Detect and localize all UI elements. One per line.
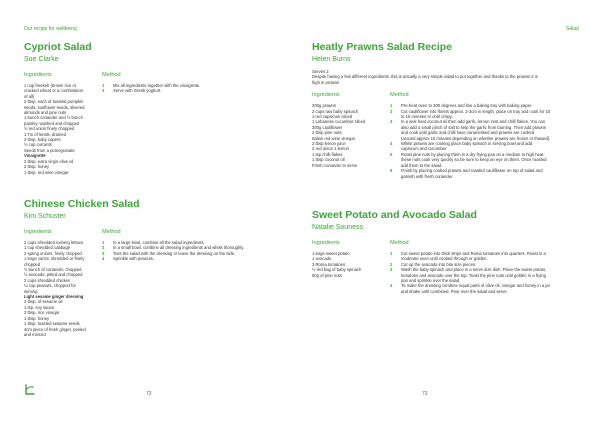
recipe-author: Natalie Souness [312, 224, 363, 231]
ingredients-list [312, 103, 365, 168]
ingredient-line: 3 tbsp. of sesame oil [24, 299, 63, 305]
ingredients-heading: Ingredients [312, 240, 340, 246]
ingredients-heading: Ingredients [24, 229, 52, 235]
recipe-author: Helen Burns [312, 56, 351, 63]
ingredient-line: 4cm piece of fresh ginger, peeled [24, 326, 86, 332]
step-number: 4 [390, 141, 393, 147]
step-text-line: garnish with fresh coriander. [401, 173, 454, 179]
step-text-line: Cut up the avocado into bite size pieces. [401, 261, 477, 267]
step-text-line: tomatoes and avocado over the top. Toast the pine nuts until golden in a frying [401, 272, 546, 278]
step-text-line: Wash the baby spinach and place in a serve size dish. Place the sweet potato, [401, 267, 547, 273]
ingredient-line: 1 bunch coriander and ½ bunch [24, 115, 83, 121]
method-step [390, 168, 550, 179]
step-text-line: Sprinkle with peanuts. [113, 256, 154, 262]
ingredient-line: 2 tbsp. each of toasted pumpkin [24, 99, 84, 105]
recipe-columns [312, 239, 582, 299]
ingredient-line: 2 tbsp. baby capers [24, 137, 61, 143]
ingredient-line: 2 tbsp lemon juice [312, 141, 346, 147]
ingredient-line: 1 tbsp coconut oil [312, 157, 345, 163]
step-text-line: Serve with Greek yoghurt. [113, 88, 162, 94]
step-number: 2 [390, 108, 393, 114]
ingredient-line: of all) [24, 93, 35, 99]
recipe-author: Kim Schuster [24, 213, 66, 220]
recipe-columns [24, 228, 284, 368]
recipe-chinese-chicken-salad [24, 198, 284, 368]
ingredients-column [24, 228, 86, 337]
step-text-line: these nuts cook very quickly so be sure to keep an eye on them. Once roasted [401, 157, 547, 163]
method-heading: Method [102, 229, 121, 235]
step-text-line: to 15 minutes or until crispy. [401, 114, 453, 120]
method-heading: Method [390, 240, 409, 246]
step-text-line: Cut cauliflower into florets approx. 2-3cm in length, place on tray and cook for 10 [401, 108, 551, 114]
recipe-title: Heatly Prawns Salad Recipe [312, 41, 453, 53]
step-text-line: capsicum and cucumber. [401, 146, 448, 152]
recipe-heatly-prawns-salad [312, 41, 582, 211]
step-text-line: pan and sprinkle over the salad. [401, 278, 461, 284]
ingredient-line: 2 red onion 1 lemon [312, 146, 350, 152]
ingredient-line: serving [24, 288, 38, 294]
ingredient-line: almonds and pine nuts [24, 110, 67, 116]
ingredient-line: 1 tsp chilli flakes [312, 151, 343, 157]
intro-line: high in protein! [312, 79, 340, 85]
ingredient-line: 1 tsp. soy sauce [24, 304, 55, 310]
step-number: 2 [390, 261, 393, 267]
ingredient-line: 2 tbsp. rice vinegar [24, 310, 60, 316]
recipe-sweet-potato-avocado-salad [312, 209, 582, 299]
step-text-line: In a wok heat coconut oil then add garlic, lemon zest and chilli flakes. You can [401, 119, 546, 125]
recipe-columns [24, 71, 284, 199]
step-number: 4 [390, 283, 393, 289]
ingredient-line: 1 tbsp. red wine vinegar [24, 169, 69, 175]
ingredient-line: cracked wheat or a combination [24, 88, 84, 94]
method-steps [390, 103, 550, 179]
step-number: 1 [390, 103, 393, 109]
ingredient-line: 1 red capsicum sliced [312, 114, 353, 120]
method-column [390, 91, 550, 179]
step-text-line: Roast pine nuts by placing them in a dry frying pan on a medium to high heat. [401, 151, 545, 157]
ingredient-line: 1 cup freekeh (brown rice or [24, 83, 77, 88]
ingredient-line: 1 cup shredded cabbage [24, 245, 71, 251]
step-number: 2 [102, 245, 105, 251]
page-header-right: Salad [566, 26, 579, 32]
step-number: 1 [102, 83, 105, 88]
ingredient-line: 2 cups shredded iceberg lettuce [24, 240, 84, 245]
ingredient-line: ¼ cup peanuts, chopped for [24, 283, 76, 289]
step-text-line: Pre-heat oven to 200 degrees and line a baking tray with baking paper. [401, 103, 533, 109]
method-step [102, 256, 244, 261]
step-text-line: Mix all ingredients together with the vinaigrette. [113, 83, 201, 88]
step-text-line: Cut sweet potato into thick strips and Roma tomatoes into quarters. Roast in a [401, 251, 546, 256]
ingredient-line: Seeds from a pomegranate [24, 147, 75, 153]
method-column [102, 71, 200, 94]
ingredient-line: 2 cups raw baby spinach [312, 108, 359, 114]
ingredient-line: 1 large sweet potato [312, 251, 350, 256]
step-text-line: Finish by placing cooked prawns and roasted cauliflower on top of salad and [401, 168, 543, 174]
method-column [390, 239, 550, 294]
recipe-title: Cypriot Salad [24, 41, 92, 53]
step-number: 2 [102, 88, 105, 94]
method-step [102, 88, 200, 93]
step-text-line: Toss the salad with the dressing or leave the dressing on the side. [113, 250, 236, 256]
step-text-line: Whilst prawns are cooking place baby spinach in serving bowl and add [401, 141, 533, 147]
method-heading: Method [390, 92, 409, 99]
intro-line: Despite having a few different ingredients, this is actually a very simple salad to put together and thanks to the prawns it is [312, 74, 538, 80]
step-number: 4 [102, 256, 105, 262]
ingredient-line: 2 spring onions, finely chopped [24, 250, 82, 256]
ingredient-line: ½ avocado, pitted and chopped [24, 272, 83, 278]
method-step [390, 267, 550, 283]
ingredient-line: ½ red onion finely chopped [24, 126, 75, 132]
step-text-line: also add a small pinch of salt to help the garlic from burning. Then add prawns [401, 124, 546, 130]
recipe-cypriot-salad [24, 41, 284, 199]
ingredient-line: parsley, washed and chopped [24, 120, 80, 126]
page-header-left: Our recipe for wellbeing [24, 26, 77, 32]
ingredient-line: Italian red wine vinegar [312, 135, 356, 141]
method-step [390, 152, 550, 168]
step-number: 3 [102, 250, 105, 256]
step-number: 3 [390, 119, 393, 125]
recipe-intro [312, 69, 582, 85]
recipe-author: Sue Clarke [24, 56, 59, 63]
step-number: 1 [390, 251, 393, 256]
method-step [390, 251, 550, 262]
recipe-columns [312, 91, 582, 211]
ingredient-line: ½ red bag of baby spinach [312, 267, 362, 273]
ingredient-line: 1 tbsp. toasted sesame seeds [24, 321, 80, 327]
ingredients-column [312, 91, 365, 168]
ingredient-line: Vinaigrette [24, 153, 46, 159]
ingredient-line: 1 Tin of lentils, drained [24, 131, 66, 137]
method-steps [390, 251, 550, 294]
ingredients-list [24, 83, 85, 175]
step-text-line: moderate oven until cooked through or golden. [401, 256, 488, 262]
ingredient-line: 300g cauliflower [312, 124, 343, 130]
ingredients-heading: Ingredients [312, 92, 340, 99]
method-steps [102, 83, 200, 94]
page-number-right: 73 [422, 391, 428, 397]
method-heading: Method [102, 72, 121, 78]
ingredients-heading: Ingredients [24, 72, 52, 78]
intro-line: Serves 2 [312, 69, 329, 74]
step-text-line: (around approx 10 minutes depending on whether prawns are frozen or thawed). [401, 135, 551, 141]
step-text-line: and shake until combined. Pour over the salad and serve. [401, 288, 508, 294]
ingredient-line: Light sesame ginger dressing [24, 294, 84, 300]
step-text-line: In a large bowl, combine all the salad ingredients. [113, 240, 205, 245]
method-steps [102, 240, 244, 262]
ingredient-line: seeds, sunflower seeds, slivered [24, 104, 85, 110]
ingredients-list [312, 251, 361, 278]
recipe-title: Sweet Potato and Avocado Salad [312, 209, 477, 221]
step-text-line: In a small bowl, combine all dressing ingredients and whisk thoroughly. [113, 245, 245, 251]
step-number: 6 [390, 168, 393, 174]
ingredients-list [24, 240, 86, 337]
method-step [390, 119, 550, 141]
ingredient-line: 1 Lebanese cucumber sliced [312, 119, 366, 125]
ingredient-line: ½ bunch of coriander, chopped [24, 267, 82, 273]
recipe-title: Chinese Chicken Salad [24, 198, 140, 210]
method-step [390, 283, 550, 294]
ingredient-line: ½ cup currants [24, 142, 52, 148]
step-text-line: To make the dressing combine equal parts of olive oil, vinegar and honey in a jar [401, 283, 550, 289]
method-step [390, 109, 550, 120]
step-number: 3 [390, 267, 393, 273]
ingredient-line: 2 tbsp pine nuts [312, 130, 342, 136]
ingredient-line: 1 avocado [312, 256, 332, 262]
ingredient-line: 3 Roma tomatoes [312, 261, 346, 267]
ingredient-line: Fresh coriander to serve [312, 162, 358, 168]
ingredient-line: 2 tbsp. honey [24, 164, 50, 170]
step-text-line: and cook until garlic and chilli have caramelised and prawns are cooked [401, 130, 535, 136]
method-column [102, 228, 244, 262]
ingredients-column [312, 239, 361, 278]
ingredients-column [24, 71, 85, 175]
step-text-line: add them to the salad. [401, 162, 443, 168]
ingredient-line: chopped [24, 261, 41, 267]
method-step [390, 141, 550, 152]
ingredient-line: 1 large carrot, shredded or finely [24, 256, 85, 262]
ingredient-line: 200g prawns [312, 103, 336, 109]
ingredient-line: 50g of pine nuts [312, 272, 342, 278]
ingredient-line: 1 tbsp. honey [24, 315, 50, 321]
brand-logo-icon [24, 384, 36, 396]
ingredient-line: and minced [24, 331, 46, 337]
step-number: 1 [102, 240, 105, 245]
page-number-left: 72 [146, 391, 152, 397]
ingredient-line: 2 tbsp. extra virgin olive oil [24, 158, 74, 164]
ingredient-line: 2 cups shredded chicken [24, 277, 71, 283]
step-number: 5 [390, 151, 393, 157]
